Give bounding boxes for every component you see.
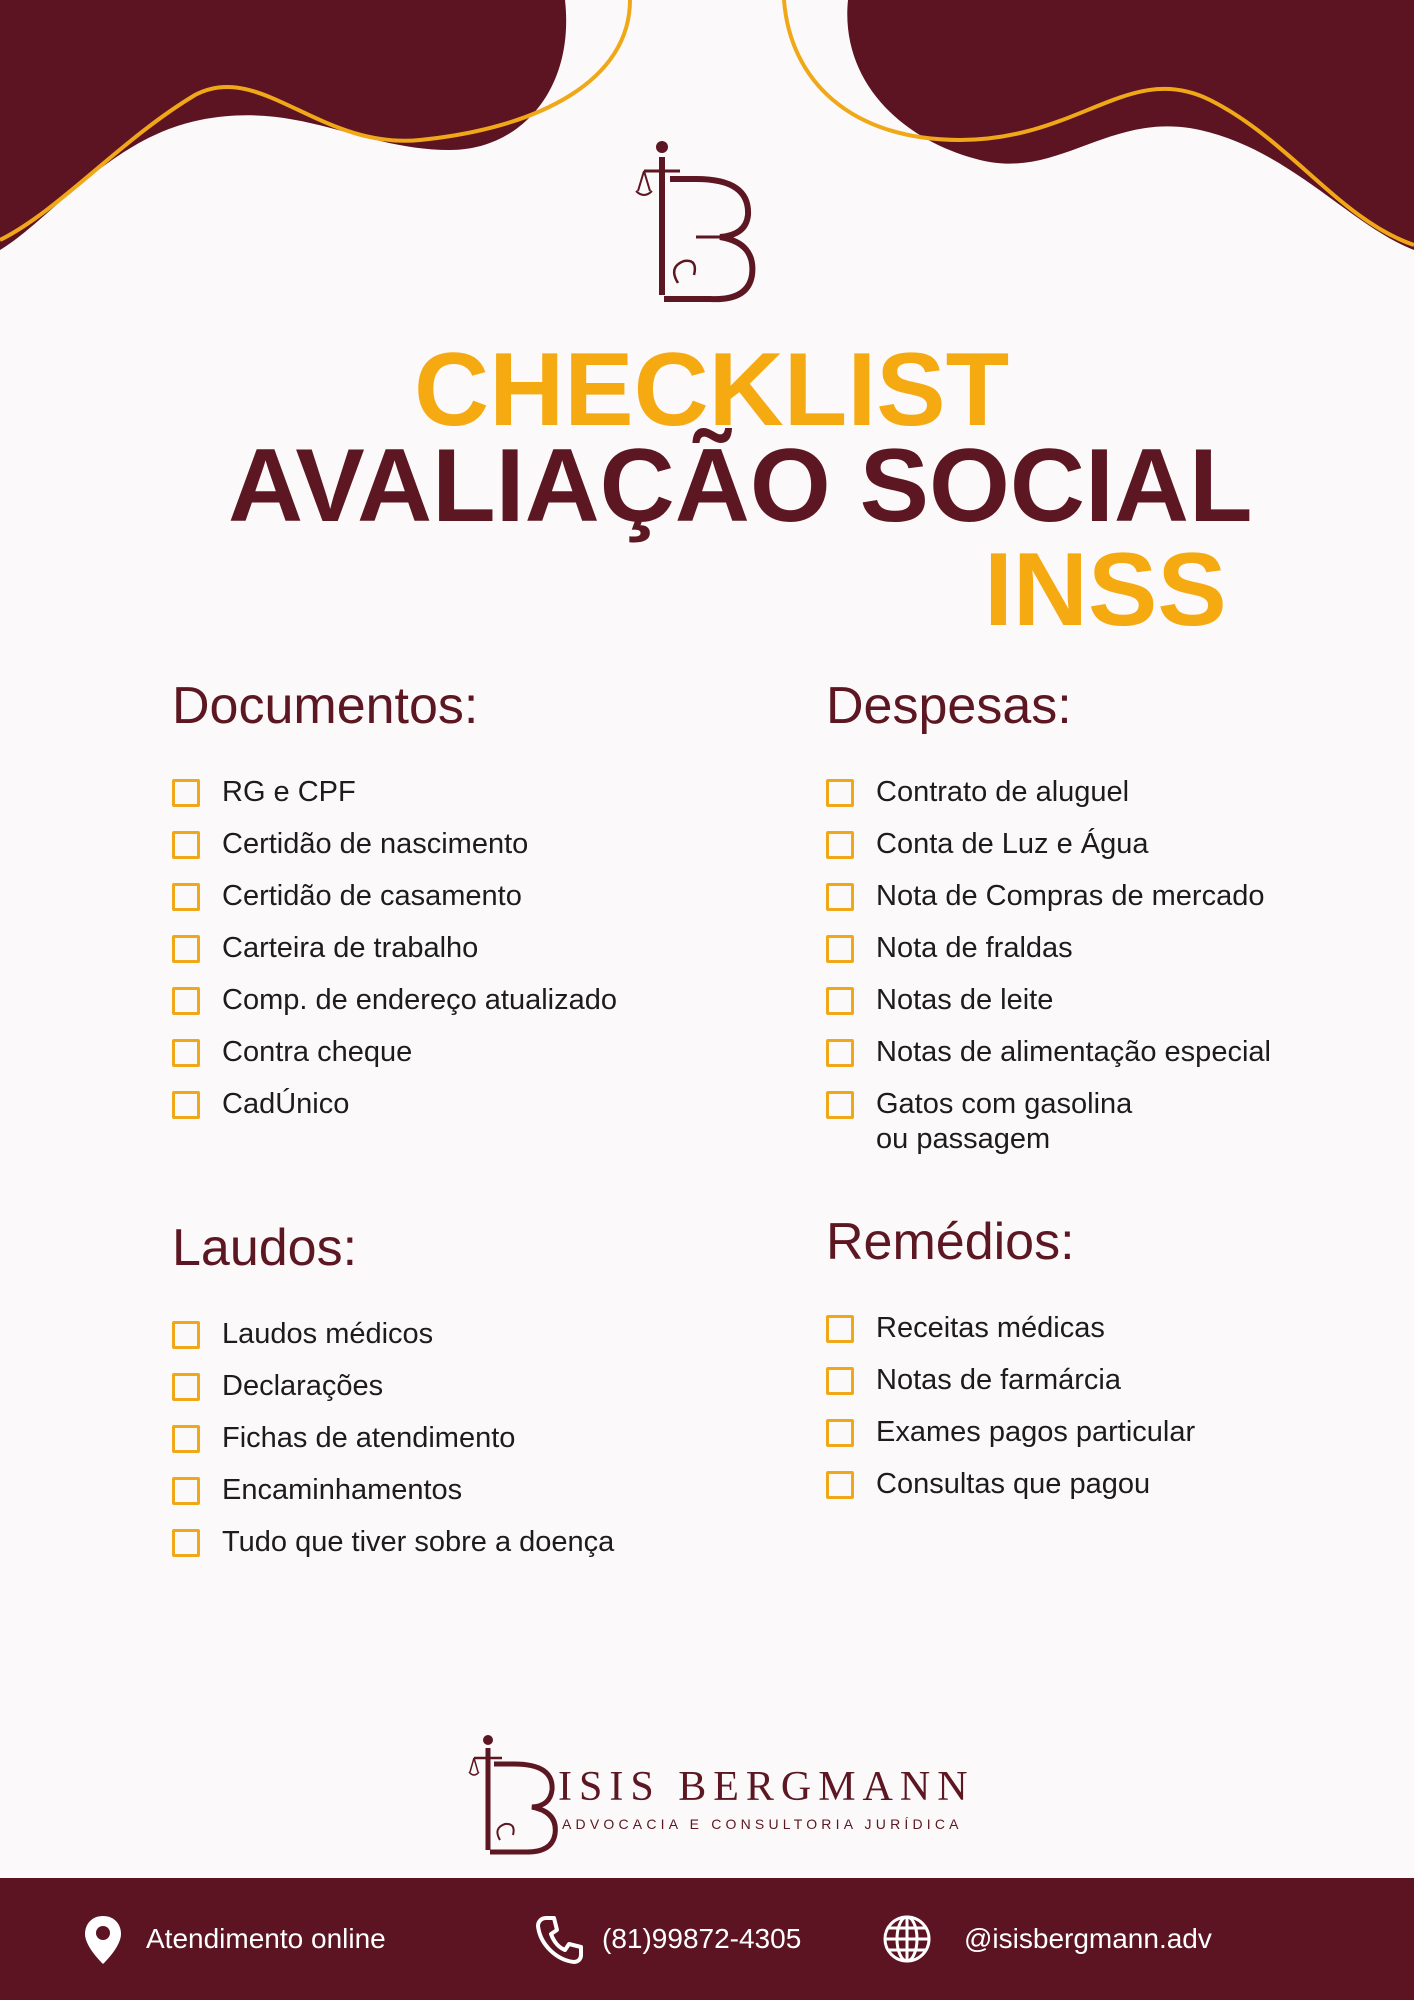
- checklist: [172, 775, 617, 1122]
- checklist-item: [826, 827, 1271, 862]
- checklist-item: [172, 1473, 614, 1508]
- section-heading: Documentos:: [172, 677, 479, 735]
- checklist-item-label: Receitas médicas: [876, 1312, 1105, 1345]
- logo-monogram-icon: [466, 1732, 561, 1857]
- title-avaliacao-social: AVALIAÇÃO SOCIAL: [228, 428, 1253, 544]
- globe-icon: [880, 1912, 934, 1966]
- checkbox[interactable]: [172, 779, 200, 807]
- footer-location: [76, 1878, 386, 2000]
- checklist-item-label: Notas de leite: [876, 984, 1054, 1017]
- checklist-item: [172, 1087, 617, 1122]
- footer-social-handle[interactable]: @isisbergmann.adv: [964, 1923, 1212, 1954]
- checklist-item: [172, 827, 617, 862]
- location-pin-icon: [76, 1912, 130, 1966]
- checklist-item-label: Exames pagos particular: [876, 1416, 1196, 1449]
- checklist-item: [172, 879, 617, 914]
- checklist: [826, 1311, 1195, 1502]
- checkbox[interactable]: [172, 1091, 200, 1119]
- section-remedios: [826, 1214, 1195, 1519]
- checkbox[interactable]: [826, 987, 854, 1015]
- checklist-item-label: Certidão de casamento: [222, 880, 522, 913]
- checklist-item-label: Contra cheque: [222, 1036, 413, 1069]
- brand-logo: [466, 1732, 1006, 1857]
- checklist-item-label: Encaminhamentos: [222, 1474, 463, 1507]
- section-documentos: [172, 678, 617, 1139]
- section-heading: Laudos:: [172, 1219, 358, 1277]
- checklist-item-label: Tudo que tiver sobre a doença: [222, 1526, 615, 1559]
- checkbox[interactable]: [826, 1367, 854, 1395]
- checklist-item-label: Contrato de aluguel: [876, 776, 1130, 809]
- checklist-item-label: Nota de fraldas: [876, 932, 1073, 965]
- checkbox[interactable]: [826, 1471, 854, 1499]
- checklist-item: [826, 879, 1271, 914]
- section-despesas: [826, 678, 1271, 1174]
- checkbox[interactable]: [826, 1091, 854, 1119]
- phone-icon: [532, 1912, 586, 1966]
- checklist-item-label: Certidão de nascimento: [222, 828, 529, 861]
- footer-bar: [0, 1878, 1414, 2000]
- checklist-item-label: Consultas que pagou: [876, 1468, 1151, 1501]
- title-inss: INSS: [984, 532, 1227, 648]
- checklist-item: [172, 983, 617, 1018]
- checklist-item: [172, 775, 617, 810]
- checklist-item-label: RG e CPF: [222, 776, 356, 809]
- checklist-item: [826, 983, 1271, 1018]
- checklist-item-label: Notas de alimentação especial: [876, 1036, 1271, 1069]
- checklist-item-label: Conta de Luz e Água: [876, 828, 1149, 861]
- checkbox[interactable]: [826, 883, 854, 911]
- section-heading: Remédios:: [826, 1213, 1075, 1271]
- checkbox[interactable]: [826, 831, 854, 859]
- checkbox[interactable]: [826, 1419, 854, 1447]
- checkbox[interactable]: [172, 935, 200, 963]
- checkbox[interactable]: [826, 935, 854, 963]
- checklist-item-label: Nota de Compras de mercado: [876, 880, 1265, 913]
- section-heading: Despesas:: [826, 677, 1072, 735]
- checklist-item: [826, 1415, 1195, 1450]
- footer-phone-number[interactable]: (81)99872-4305: [602, 1923, 802, 1954]
- checkbox[interactable]: [172, 883, 200, 911]
- checkbox[interactable]: [826, 779, 854, 807]
- checklist-item: [172, 931, 617, 966]
- brand-tagline: ADVOCACIA E CONSULTORIA JURÍDICA: [562, 1816, 963, 1832]
- checklist-item-label: Declarações: [222, 1370, 384, 1403]
- checkbox[interactable]: [172, 1321, 200, 1349]
- checklist-item-label: Carteira de trabalho: [222, 932, 479, 965]
- checklist-item-label: Gatos com gasolina ou passagem: [876, 1088, 1133, 1156]
- footer-social[interactable]: [880, 1878, 1212, 2000]
- checklist-item: [172, 1317, 614, 1352]
- checkbox[interactable]: [172, 1529, 200, 1557]
- checklist-item-label: Notas de farmárcia: [876, 1364, 1121, 1397]
- checkbox[interactable]: [172, 1477, 200, 1505]
- checkbox[interactable]: [172, 1425, 200, 1453]
- brand-name: ISIS BERGMANN: [558, 1764, 975, 1810]
- checklist-item-label: Fichas de atendimento: [222, 1422, 516, 1455]
- checklist-item: [826, 1311, 1195, 1346]
- footer-phone[interactable]: [532, 1878, 801, 2000]
- checklist-item: [826, 1087, 1271, 1157]
- checkbox[interactable]: [172, 1373, 200, 1401]
- checkbox[interactable]: [826, 1039, 854, 1067]
- checklist-item: [172, 1035, 617, 1070]
- logo-monogram-icon: [630, 135, 760, 305]
- checklist-item: [172, 1369, 614, 1404]
- checklist-item-label: Comp. de endereço atualizado: [222, 984, 617, 1017]
- section-laudos: [172, 1220, 614, 1577]
- title-checklist: CHECKLIST: [414, 332, 1010, 448]
- checklist-item: [826, 1467, 1195, 1502]
- checklist-item: [826, 931, 1271, 966]
- checklist: [172, 1317, 614, 1560]
- checklist-item: [826, 1363, 1195, 1398]
- checklist-item: [172, 1421, 614, 1456]
- checklist-item-label: Laudos médicos: [222, 1318, 434, 1351]
- checkbox[interactable]: [172, 831, 200, 859]
- footer-location-label: Atendimento online: [146, 1923, 386, 1954]
- checklist-item: [172, 1525, 614, 1560]
- checkbox[interactable]: [172, 987, 200, 1015]
- checklist-item-label: CadÚnico: [222, 1088, 350, 1121]
- checkbox[interactable]: [826, 1315, 854, 1343]
- checkbox[interactable]: [172, 1039, 200, 1067]
- checklist-item: [826, 1035, 1271, 1070]
- checklist: [826, 775, 1271, 1157]
- checklist-item: [826, 775, 1271, 810]
